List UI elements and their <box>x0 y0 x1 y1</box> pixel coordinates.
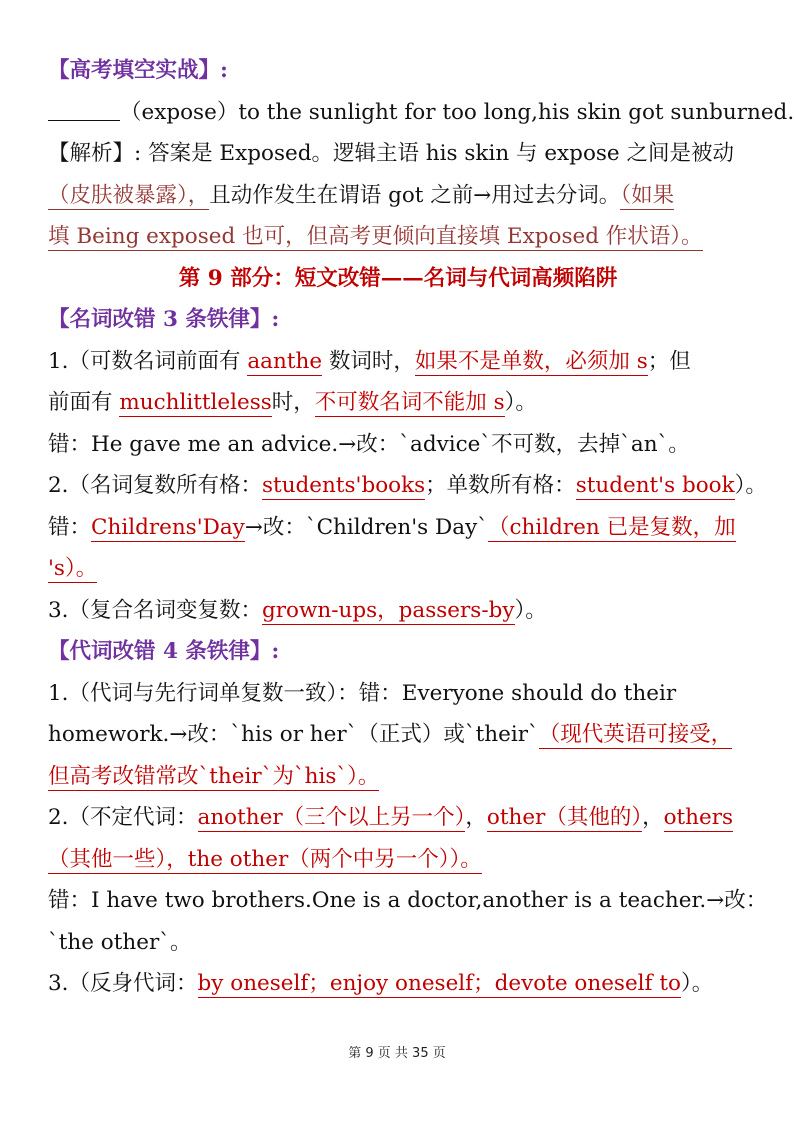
answer-blank <box>48 98 120 121</box>
rule-text: ；单数所有格： <box>425 473 576 498</box>
rule-text: 时， <box>271 390 315 415</box>
pronoun-rule-3 <box>48 963 748 1005</box>
underlined-term: by oneself；enjoy oneself；devote oneself to <box>197 971 681 996</box>
rule-text: ）。 <box>734 473 767 498</box>
rule-text: ）。 <box>504 390 537 415</box>
analysis-underlined-2: （如果 <box>620 182 675 208</box>
underlined-term: Childrens'Day <box>91 514 245 540</box>
analysis-text-2: 且动作发生在谓语 got 之前→用过去分词。 <box>209 182 621 208</box>
noun-rules-title: 【名词改错 3 条铁律】: <box>48 307 280 332</box>
rule-text: 3.（反身代词： <box>48 971 198 996</box>
rule-text: ， <box>465 805 487 830</box>
underlined-term: students'books <box>262 473 426 498</box>
noun-rule-1a <box>48 341 748 383</box>
rule-text: 1.（可数名词前面有 <box>48 348 248 374</box>
underlined-term: aanthe <box>247 348 323 374</box>
pronoun-rule-2-error-cont: `the other`。 <box>48 929 192 955</box>
underlined-term: others <box>663 805 734 830</box>
part9-heading: 第 9 部分：短文改错——名词与代词高频陷阱 <box>178 265 618 291</box>
underlined-term: another（三个以上另一个） <box>197 805 466 830</box>
analysis-underlined-3: 填 Being exposed 也可，但高考更倾向直接填 Exposed 作状语）。 <box>48 224 703 249</box>
underlined-term: 如果不是单数，必须加 s <box>414 348 648 374</box>
noun-rule-1b <box>48 382 748 424</box>
underlined-term: other（其他的） <box>486 805 643 830</box>
question-text: （expose）to the sunlight for too long,his skin got sunburned. <box>120 99 794 125</box>
analysis-line-1: 【解析】: 答案是 Exposed。逻辑主语 his skin 与 expose 之间是被动 <box>48 141 734 166</box>
underlined-term: muchlittleless <box>119 390 272 415</box>
underlined-term: student's book <box>575 473 735 498</box>
underlined-term: （children 已是复数，加 <box>487 514 736 540</box>
page-footer: 第 9 页 共 35 页 <box>348 1046 446 1061</box>
rule-text: ）。 <box>680 971 714 996</box>
rule-text: homework.→改：`his or her`（正式）或`their` <box>48 722 539 747</box>
analysis-underlined-1: （皮肤被暴露）， <box>48 182 210 208</box>
rule-text: ；但 <box>647 348 691 374</box>
pronoun-rule-2 <box>48 797 748 839</box>
page-content <box>48 50 794 1005</box>
noun-rule-3 <box>48 590 748 632</box>
fill-practice-title: 【高考填空实战】: <box>48 58 228 83</box>
underlined-term: 但高考改错常改`their`为`his`）。 <box>48 763 380 789</box>
pronoun-rule-2-error: 错：I have two brothers.One is a doctor,another is a teacher.→改： <box>48 888 768 913</box>
rule-text: ）。 <box>514 597 547 623</box>
pronoun-rule-1b <box>48 714 748 756</box>
noun-rule-2-error <box>48 507 748 549</box>
pronoun-rule-1a: 1.（代词与先行词单复数一致）：错：Everyone should do their <box>48 680 677 706</box>
rule-text: 数词时， <box>322 348 415 374</box>
rule-text: 错： <box>48 514 92 540</box>
pronoun-rule-1c <box>48 756 748 798</box>
underlined-term: （其他一些），the other（两个中另一个））。 <box>48 846 482 872</box>
rule-text: 2.（名词复数所有格： <box>48 473 263 498</box>
analysis-line-3 <box>48 216 748 258</box>
underlined-term: （现代英语可接受， <box>538 722 733 747</box>
rule-text: 3.（复合名词变复数： <box>48 597 263 623</box>
analysis-line-2 <box>48 175 748 217</box>
rule-text: 2.（不定代词： <box>48 805 198 830</box>
pronoun-rules-title: 【代词改错 4 条铁律】: <box>48 639 280 664</box>
pronoun-rule-2-cont <box>48 839 748 881</box>
rule-text: ， <box>642 805 664 830</box>
underlined-term: 's）。 <box>48 556 98 581</box>
noun-rule-2 <box>48 465 767 507</box>
rule-text: →改：`Children's Day` <box>244 514 488 540</box>
noun-rule-1-error: 错：He gave me an advice.→改：`advice`不可数，去掉`an`。 <box>48 431 690 457</box>
underlined-term: grown-ups，passers-by <box>262 597 515 623</box>
noun-rule-2-error-cont <box>48 548 748 590</box>
underlined-term: 不可数名词不能加 s <box>314 390 505 415</box>
rule-text: 前面有 <box>48 390 120 415</box>
question-line <box>48 92 794 134</box>
